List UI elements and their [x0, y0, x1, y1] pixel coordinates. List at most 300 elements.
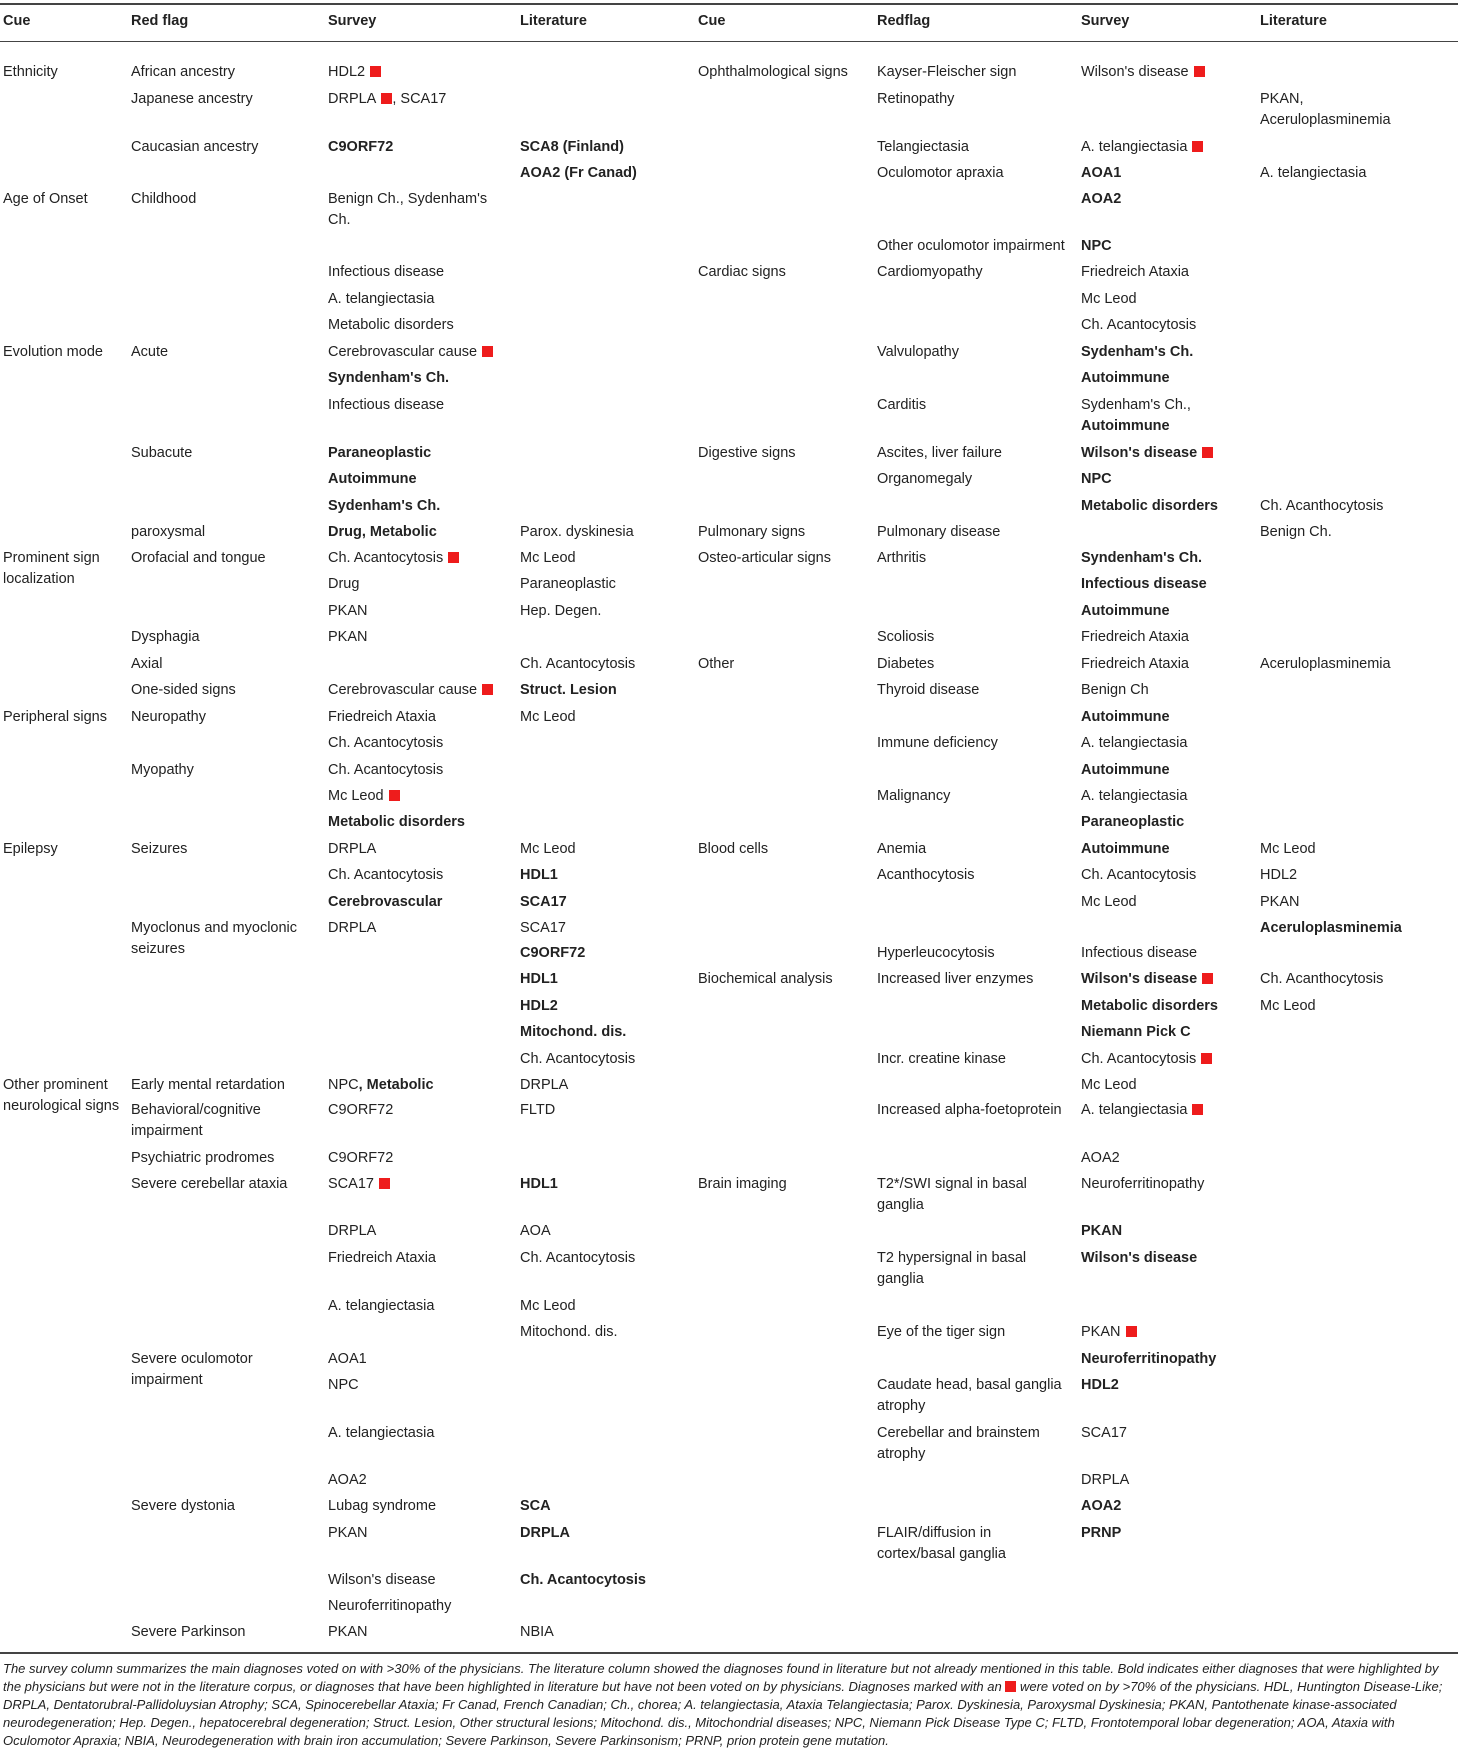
cell-cue-left	[3, 1075, 127, 1117]
cell-red-flag-right	[877, 1100, 1079, 1121]
cell-text: Orofacial and tongue	[131, 550, 266, 566]
cell-text: C9ORF72	[328, 139, 394, 155]
cell-red-flag-right	[877, 1423, 1079, 1465]
cell-red-flag-left	[131, 342, 326, 363]
cell-literature-left	[520, 1022, 696, 1043]
cell-text: Hep. Degen.	[520, 603, 602, 619]
cell-text: Malignancy	[877, 788, 951, 804]
cell-survey-left	[328, 189, 518, 231]
cell-text: Infectious disease	[328, 397, 445, 413]
cell-text: , SCA17	[392, 91, 447, 107]
cell-survey-right	[1081, 236, 1258, 257]
cell-text: Autoimmune	[328, 471, 417, 487]
cell-red-flag-right	[877, 654, 1079, 675]
cell-text: Neuroferritinopathy	[1081, 1351, 1217, 1367]
cell-text: Ophthalmological signs	[698, 64, 848, 80]
cell-red-flag-left	[131, 627, 326, 648]
cell-text: A. telangiectasia	[1081, 1102, 1188, 1118]
cell-text: , Metabolic	[358, 1077, 434, 1093]
cell-text: Mc Leod	[1081, 894, 1137, 910]
table-caption	[3, 1660, 1455, 1750]
header-literature-right: Literature	[1260, 13, 1327, 29]
cell-text: Ch. Acantocytosis	[520, 1572, 646, 1588]
cell-red-flag-right	[877, 89, 1079, 110]
cell-text: Mc Leod	[1260, 998, 1316, 1014]
cell-literature-right	[1260, 654, 1455, 675]
cell-text: cortex/basal ganglia	[877, 1546, 1006, 1562]
cell-survey-left	[328, 1349, 518, 1370]
red-square-marker-icon	[370, 66, 381, 77]
cell-text: Wilson's disease	[1081, 1250, 1198, 1266]
cell-text: AOA1	[328, 1351, 367, 1367]
header-cue-left: Cue	[3, 13, 31, 29]
cell-text: DRPLA	[328, 920, 377, 936]
cell-text: Ch. Acantocytosis	[328, 762, 444, 778]
cell-cue-right	[698, 522, 876, 543]
cell-red-flag-right	[877, 839, 1079, 860]
header-literature-left: Literature	[520, 13, 587, 29]
table-top-rule	[0, 3, 1458, 5]
cell-text: Mc Leod	[520, 550, 576, 566]
cell-text: HDL2	[328, 64, 366, 80]
cell-red-flag-left	[131, 839, 326, 860]
cell-literature-left	[520, 1248, 696, 1269]
cell-survey-left	[328, 1570, 518, 1591]
cell-cue-left	[3, 707, 127, 728]
cell-text: Scoliosis	[877, 629, 935, 645]
cell-literature-left	[520, 969, 696, 990]
cell-text: SCA17	[328, 1176, 374, 1192]
cell-text: PKAN	[328, 1624, 368, 1640]
cell-text: SCA17	[520, 894, 567, 910]
cell-text: Caudate head, basal ganglia	[877, 1377, 1062, 1393]
cell-text: Brain imaging	[698, 1176, 787, 1192]
cell-text: DRPLA	[520, 1525, 570, 1541]
cell-red-flag-right	[877, 548, 1079, 569]
cell-text: Benign Ch	[1081, 682, 1149, 698]
cell-survey-left	[328, 707, 518, 728]
cell-survey-left	[328, 315, 518, 336]
cell-text: PKAN	[328, 629, 368, 645]
cell-text: SCA17	[1081, 1425, 1127, 1441]
cell-text: Early mental retardation	[131, 1077, 285, 1093]
cell-text: NBIA	[520, 1624, 554, 1640]
cell-text: Pulmonary disease	[877, 524, 1001, 540]
cell-survey-right	[1081, 1075, 1258, 1096]
cell-text: Neuropathy	[131, 709, 206, 725]
cell-text: Severe oculomotor	[131, 1351, 253, 1367]
cell-text: Cardiomyopathy	[877, 264, 983, 280]
cell-text: Aceruloplasminemia	[1260, 920, 1402, 936]
cell-text: Evolution mode	[3, 344, 103, 360]
cell-survey-left	[328, 62, 518, 83]
cell-text: Psychiatric prodromes	[131, 1150, 275, 1166]
cell-text: Ch. Acantocytosis	[1081, 1051, 1197, 1067]
cell-text: Autoimmune	[1081, 841, 1170, 857]
header-cue-right: Cue	[698, 13, 726, 29]
cell-literature-left	[520, 892, 696, 913]
cell-survey-left	[328, 1622, 518, 1643]
cell-literature-right	[1260, 918, 1455, 939]
cell-red-flag-right	[877, 342, 1079, 363]
cell-text: Ch. Acantocytosis	[328, 550, 444, 566]
cell-survey-right	[1081, 892, 1258, 913]
cell-red-flag-right	[877, 786, 1079, 807]
cell-text: Peripheral signs	[3, 709, 107, 725]
cell-survey-left	[328, 1148, 518, 1169]
cell-text: Acute	[131, 344, 169, 360]
red-square-marker-icon	[482, 684, 493, 695]
cell-survey-left	[328, 627, 518, 648]
cell-red-flag-right	[877, 395, 1079, 416]
cell-text: Digestive signs	[698, 445, 796, 461]
cell-text: NPC	[1081, 471, 1112, 487]
cell-text: Ascites, liver failure	[877, 445, 1002, 461]
cell-text: DRPLA	[520, 1077, 569, 1093]
cell-red-flag-left	[131, 1622, 326, 1643]
red-square-marker-icon	[1126, 1326, 1137, 1337]
cell-red-flag-right	[877, 469, 1079, 490]
cell-text: Mc Leod	[328, 788, 384, 804]
header-survey-right: Survey	[1081, 13, 1130, 29]
cell-text: Sydenham's Ch.	[1081, 344, 1194, 360]
cell-survey-right	[1081, 342, 1258, 363]
cell-text: Eye of the tiger sign	[877, 1324, 1006, 1340]
cell-cue-right	[698, 262, 876, 283]
header-redflag-right: Redflag	[877, 13, 931, 29]
cell-text: atrophy	[877, 1398, 926, 1414]
cell-text: DRPLA	[328, 91, 377, 107]
cell-survey-right	[1081, 1221, 1258, 1242]
cell-text: Parox. dyskinesia	[520, 524, 634, 540]
cell-text: Mc Leod	[520, 1298, 576, 1314]
cell-text: Niemann Pick C	[1081, 1024, 1191, 1040]
cell-text: Cerebrovascular cause	[328, 682, 478, 698]
cell-text: Friedreich Ataxia	[1081, 629, 1189, 645]
cell-text: A. telangiectasia	[328, 1298, 435, 1314]
cell-text: Benign Ch., Sydenham's	[328, 191, 488, 207]
cell-text: Other prominent	[3, 1077, 108, 1093]
cell-text: Cerebrovascular	[328, 894, 443, 910]
cell-text: Organomegaly	[877, 471, 973, 487]
cell-red-flag-right	[877, 1375, 1079, 1417]
red-square-marker-icon	[1201, 1053, 1212, 1064]
cell-survey-right	[1081, 1322, 1258, 1343]
cell-text: Pulmonary signs	[698, 524, 806, 540]
cell-survey-left	[328, 918, 518, 939]
cell-text: A. telangiectasia	[328, 291, 435, 307]
cell-cue-left	[3, 189, 127, 210]
cell-text: Myoclonus and myoclonic	[131, 920, 298, 936]
cell-literature-right	[1260, 969, 1455, 990]
cell-text: Thyroid disease	[877, 682, 980, 698]
cell-literature-right	[1260, 892, 1455, 913]
cell-text: NPC	[328, 1077, 359, 1093]
cell-survey-left	[328, 839, 518, 860]
cell-text: Wilson's disease	[1081, 445, 1198, 461]
red-square-marker-icon	[1192, 1104, 1203, 1115]
cell-red-flag-right	[877, 262, 1079, 283]
cell-survey-right	[1081, 786, 1258, 807]
cell-survey-left	[328, 812, 518, 833]
cell-text: Seizures	[131, 841, 188, 857]
cell-survey-left	[328, 469, 518, 490]
cell-text: C9ORF72	[328, 1102, 394, 1118]
cell-red-flag-right	[877, 443, 1079, 464]
cell-survey-right	[1081, 1174, 1258, 1195]
cell-survey-left	[328, 574, 518, 595]
cell-text: Metabolic disorders	[1081, 998, 1218, 1014]
cell-text: C9ORF72	[520, 945, 586, 961]
cell-red-flag-right	[877, 1248, 1079, 1290]
cell-survey-right	[1081, 1248, 1258, 1269]
cell-text: Other	[698, 656, 735, 672]
cell-survey-right	[1081, 996, 1258, 1017]
cell-text: HDL2	[1081, 1377, 1119, 1393]
cell-text: AOA2	[1081, 1498, 1122, 1514]
cell-survey-right	[1081, 163, 1258, 184]
cell-text: Severe Parkinson	[131, 1624, 246, 1640]
cell-text: Autoimmune	[1081, 762, 1170, 778]
cell-text: Autoimmune	[1081, 709, 1170, 725]
red-square-marker-icon	[1202, 973, 1213, 984]
cell-survey-right	[1081, 1375, 1258, 1396]
cell-red-flag-left	[131, 137, 326, 158]
cell-text: HDL1	[520, 971, 558, 987]
cell-literature-left	[520, 1221, 696, 1242]
cell-survey-left	[328, 1221, 518, 1242]
cell-text: Syndenham's Ch.	[328, 370, 450, 386]
cell-literature-left	[520, 1174, 696, 1195]
cell-red-flag-left	[131, 707, 326, 728]
cell-text: SCA8 (Finland)	[520, 139, 624, 155]
red-square-marker-icon	[1192, 141, 1203, 152]
cell-text: Infectious disease	[1081, 945, 1198, 961]
cell-text: Biochemical analysis	[698, 971, 833, 987]
cell-cue-left	[3, 342, 127, 363]
cell-survey-right	[1081, 680, 1258, 701]
cell-literature-left	[520, 1296, 696, 1317]
cell-text: Cardiac signs	[698, 264, 786, 280]
cell-text: Caucasian ancestry	[131, 139, 259, 155]
cell-text: PKAN,	[1260, 91, 1304, 107]
caption-text-2: were voted on by >70% of the physicians. HDL, Huntington Disease-Like; DRPLA, Dentatorubral-Pallidoluysian Atrophy; SCA, Spinocerebellar Ataxia; Fr Canad, French Canadian; Ch., chorea; A. telangiectasia, Ataxia Telangiectasia; Parox. Dyskinesia, Paroxysmal Dyskinesia; PKAN, Pantothenate kinase-associated neurodegeneration; Hep. Degen., hepatocerebral degeneration; Struct. Lesion, Other structural lesions; Mitochond. dis., Mitochondrial diseases; NPC, Niemann Pick Disease Type C; FLTD, Frontotemporal lobar degeneration; AOA, Ataxia with Oculomotor Apraxia; NBIA, Neurodegeneration with brain iron accumulation; Severe Parkinson, Severe Parkinsonism; PRNP, prion protein gene mutation.	[3, 1679, 1443, 1748]
cell-survey-left	[328, 1496, 518, 1517]
cell-survey-right	[1081, 865, 1258, 886]
cell-survey-left	[328, 496, 518, 517]
red-square-marker-icon	[1202, 447, 1213, 458]
cell-red-flag-left	[131, 1148, 326, 1169]
cell-red-flag-right	[877, 943, 1079, 964]
cell-text: AOA2	[328, 1472, 367, 1488]
cell-text: A. telangiectasia	[1260, 165, 1367, 181]
cell-survey-left	[328, 262, 518, 283]
cell-survey-right	[1081, 1022, 1258, 1043]
cell-survey-left	[328, 522, 518, 543]
cell-survey-right	[1081, 969, 1258, 990]
cell-text: Mc Leod	[1081, 1077, 1137, 1093]
cell-survey-right	[1081, 469, 1258, 490]
cell-survey-left	[328, 1423, 518, 1444]
cell-text: impairment	[131, 1372, 203, 1388]
cell-red-flag-left	[131, 680, 326, 701]
cell-text: Arthritis	[877, 550, 927, 566]
cell-literature-right	[1260, 163, 1455, 184]
cell-text: Metabolic disorders	[1081, 498, 1218, 514]
cell-text: Paraneoplastic	[328, 445, 432, 461]
cell-survey-right	[1081, 1148, 1258, 1169]
cell-survey-left	[328, 1248, 518, 1269]
cell-survey-left	[328, 1100, 518, 1121]
cell-text: Subacute	[131, 445, 193, 461]
cell-text: C9ORF72	[328, 1150, 394, 1166]
cell-literature-right	[1260, 89, 1455, 131]
cell-text: Ch. Acantocytosis	[328, 867, 444, 883]
cell-literature-left	[520, 548, 696, 569]
cell-text: Severe dystonia	[131, 1498, 235, 1514]
cell-text: ganglia	[877, 1197, 924, 1213]
cell-text: Paraneoplastic	[1081, 814, 1185, 830]
cell-red-flag-left	[131, 1075, 326, 1096]
cell-literature-left	[520, 1496, 696, 1517]
cell-text: Ch. Acanthocytosis	[1260, 971, 1384, 987]
red-square-marker-icon	[482, 346, 493, 357]
cell-text: Infectious disease	[328, 264, 445, 280]
cell-text: Ch. Acantocytosis	[520, 1250, 636, 1266]
cell-cue-right	[698, 548, 876, 569]
cell-red-flag-left	[131, 1100, 326, 1142]
cell-survey-right	[1081, 839, 1258, 860]
cell-text: AOA1	[1081, 165, 1122, 181]
cell-survey-right	[1081, 760, 1258, 781]
cell-text: Syndenham's Ch.	[1081, 550, 1203, 566]
cell-text: Mitochond. dis.	[520, 1024, 627, 1040]
cell-survey-right	[1081, 733, 1258, 754]
cell-red-flag-left	[131, 89, 326, 110]
cell-red-flag-right	[877, 1049, 1079, 1070]
cell-text: Ethnicity	[3, 64, 58, 80]
cell-text: PRNP	[1081, 1525, 1122, 1541]
cell-text: Blood cells	[698, 841, 769, 857]
cell-text: Autoimmune	[1081, 603, 1170, 619]
cell-text: Friedreich Ataxia	[1081, 264, 1189, 280]
cell-survey-left	[328, 89, 518, 110]
header-red-flag-left: Red flag	[131, 13, 189, 29]
cell-red-flag-left	[131, 443, 326, 464]
cell-survey-right	[1081, 627, 1258, 648]
cell-red-flag-right	[877, 1322, 1079, 1343]
cell-text: Struct. Lesion	[520, 682, 617, 698]
cell-text: Ch. Acantocytosis	[520, 1051, 636, 1067]
cell-text: Kayser-Fleischer sign	[877, 64, 1017, 80]
cell-red-flag-left	[131, 522, 326, 543]
cell-survey-right	[1081, 1523, 1258, 1544]
cell-red-flag-right	[877, 969, 1079, 990]
cell-text: Wilson's disease	[1081, 971, 1198, 987]
cell-survey-right	[1081, 1423, 1258, 1444]
cell-red-flag-right	[877, 1523, 1079, 1565]
cell-text: Ch. Acanthocytosis	[1260, 498, 1384, 514]
cell-text: Sydenham's Ch.	[328, 498, 441, 514]
cell-red-flag-right	[877, 236, 1079, 257]
cell-survey-left	[328, 1470, 518, 1491]
cell-text: Cerebrovascular cause	[328, 344, 478, 360]
cell-literature-left	[520, 680, 696, 701]
cell-survey-left	[328, 1296, 518, 1317]
cell-cue-left	[3, 62, 127, 83]
cell-cue-right	[698, 1174, 876, 1195]
cell-text: PKAN	[328, 1525, 368, 1541]
cell-text: Epilepsy	[3, 841, 58, 857]
cell-text: Friedreich Ataxia	[328, 709, 436, 725]
cell-text: HDL2	[1260, 867, 1298, 883]
table-bottom-rule	[0, 1652, 1458, 1654]
cell-red-flag-left	[131, 189, 326, 210]
cell-survey-right	[1081, 289, 1258, 310]
red-square-marker-icon	[1005, 1681, 1016, 1692]
cell-text: T2 hypersignal in basal	[877, 1250, 1027, 1266]
cell-text: Wilson's disease	[328, 1572, 436, 1588]
cell-text: Friedreich Ataxia	[328, 1250, 436, 1266]
cell-text: African ancestry	[131, 64, 235, 80]
cell-survey-left	[328, 368, 518, 389]
cell-survey-left	[328, 892, 518, 913]
red-square-marker-icon	[389, 790, 400, 801]
cell-text: Hyperleucocytosis	[877, 945, 995, 961]
cell-text: impairment	[131, 1123, 203, 1139]
cell-red-flag-right	[877, 522, 1079, 543]
cell-survey-right	[1081, 189, 1258, 210]
cell-literature-left	[520, 707, 696, 728]
cell-text: Osteo-articular signs	[698, 550, 831, 566]
cell-text: Aceruloplasminemia	[1260, 112, 1391, 128]
cell-text: Wilson's disease	[1081, 64, 1189, 80]
cell-literature-left	[520, 1100, 696, 1121]
cell-red-flag-right	[877, 1174, 1079, 1216]
cell-literature-left	[520, 163, 696, 184]
cell-text: Age of Onset	[3, 191, 88, 207]
cell-cue-right	[698, 62, 876, 83]
cell-text: paroxysmal	[131, 524, 206, 540]
cell-literature-right	[1260, 839, 1455, 860]
cell-literature-left	[520, 865, 696, 886]
cell-text: Myopathy	[131, 762, 194, 778]
cell-survey-left	[328, 1375, 518, 1396]
cell-text: DRPLA	[328, 841, 377, 857]
cell-text: Mitochond. dis.	[520, 1324, 618, 1340]
cell-text: seizures	[131, 941, 185, 957]
cell-survey-left	[328, 1523, 518, 1544]
cell-survey-left	[328, 786, 518, 807]
cell-text: PKAN	[328, 603, 368, 619]
cell-text: Infectious disease	[1081, 576, 1207, 592]
cell-red-flag-right	[877, 163, 1079, 184]
cell-text: DRPLA	[328, 1223, 377, 1239]
cell-text: Ch. Acantocytosis	[1081, 317, 1197, 333]
cell-red-flag-right	[877, 137, 1079, 158]
cell-text: Mc Leod	[1260, 841, 1316, 857]
cell-survey-right	[1081, 62, 1258, 83]
cell-text: FLAIR/diffusion in	[877, 1525, 992, 1541]
cell-survey-right	[1081, 368, 1258, 389]
cell-survey-left	[328, 548, 518, 569]
cell-cue-left	[3, 839, 127, 860]
cell-survey-left	[328, 289, 518, 310]
cell-survey-left	[328, 1075, 518, 1096]
cell-text: Ch. Acantocytosis	[520, 656, 636, 672]
cell-text: Increased alpha-foetoprotein	[877, 1102, 1062, 1118]
cell-red-flag-right	[877, 680, 1079, 701]
